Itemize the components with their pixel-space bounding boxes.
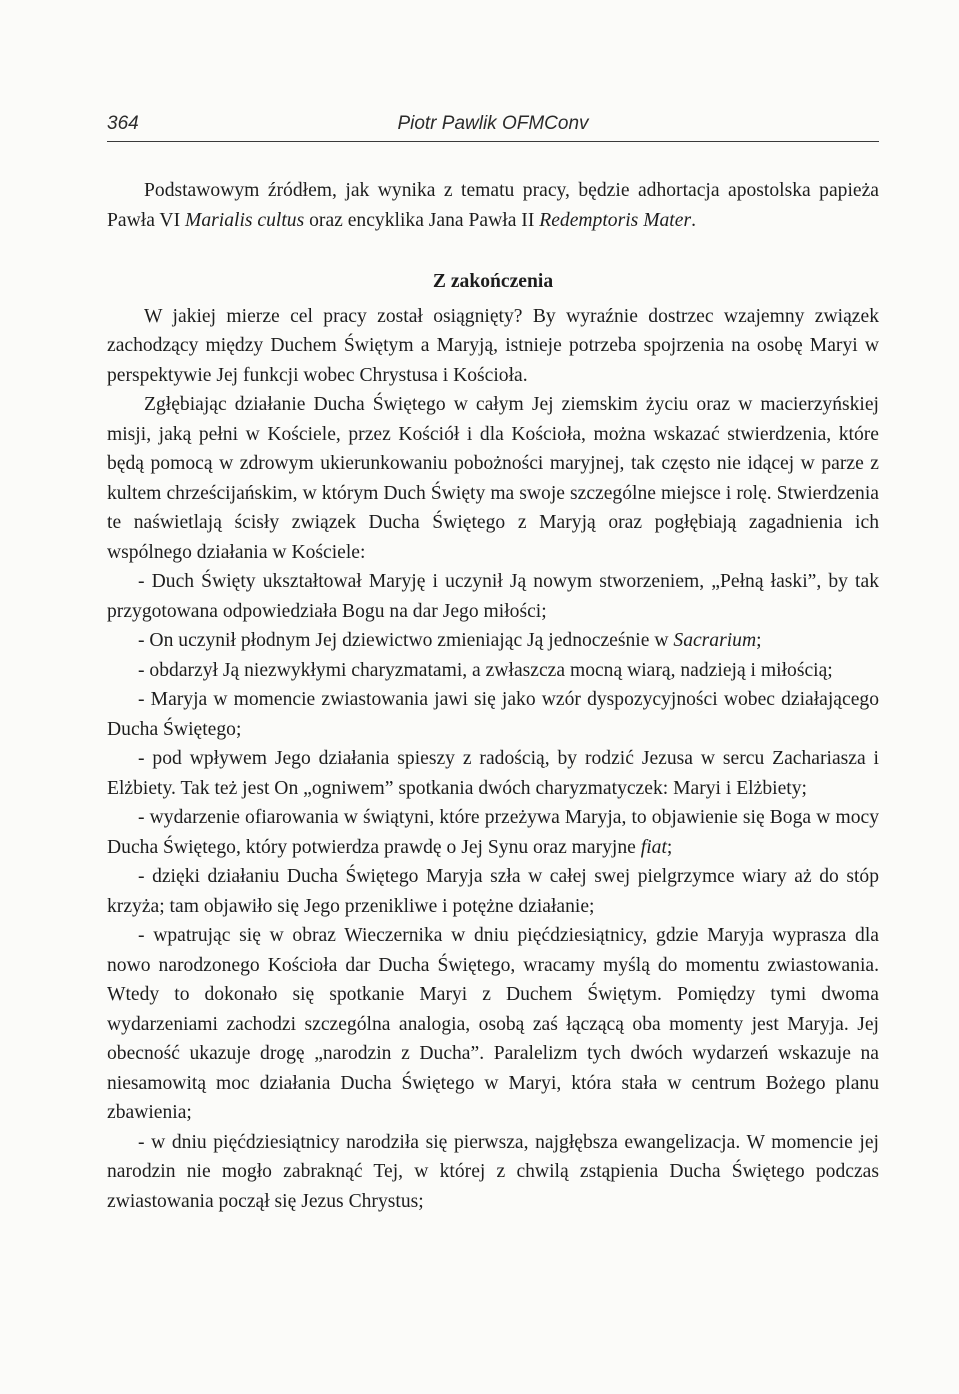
intro-text-2: oraz encyklika Jana Pawła II (304, 209, 540, 231)
body-text (107, 176, 879, 1216)
list-item-2-text: - On uczynił płodnym Jej dziewictwo zmieniając Ją jednocześnie w (138, 630, 674, 651)
intro-italic-2: Redemptoris Mater (539, 209, 692, 231)
list-item-2-italic: Sacrarium (673, 630, 757, 651)
list-item: - dzięki działaniu Ducha Świętego Maryja szła w całej swej pielgrzymce wiary aż do stóp krzyża; tam objawiło się Jego przenikliwe i potężne działanie; (107, 866, 879, 917)
intro-paragraph (107, 176, 879, 235)
list-item-6-end: ; (666, 836, 673, 858)
intro-text-3: . (691, 209, 696, 231)
list-item-6-italic: fiat (640, 836, 667, 858)
list-item (107, 626, 879, 656)
paragraph-2: Zgłębiając działanie Ducha Świętego w całym Jej ziemskim życiu oraz w macierzyńskiej misji, jaką pełni w Kościele, przez Kościół i dla Kościoła, można wskazać stwierdzenia, które będą pomocą w zdrowym ukierunkowaniu pobożności maryjnej, tak często nie idącej w parze z kultem chrześcijańskim, w którym Duch Święty ma swoje szczególne miejsce i rolę. Stwierdzenia te naświetlają ścisły związek Ducha Świętego z Maryją oraz pogłębiają zagadnienia ich wspólnego działania w Kościele: (107, 394, 879, 563)
list-item: - Duch Święty ukształtował Maryję i uczynił Ją nowym stworzeniem, „Pełną łaski”, by tak przygotowana odpowiedziała Bogu na dar Jego miłości; (107, 571, 879, 622)
list-item: - obdarzył Ją niezwykłymi charyzmatami, a zwłaszcza mocną wiarą, nadzieją i miłością; (138, 659, 833, 681)
list-item: - wpatrując się w obraz Wieczernika w dniu pięćdziesiątnicy, gdzie Maryja wyprasza dla nowo narodzonego Kościoła dar Ducha Świętego, wracamy myślą do momentu zwiastowania. Wtedy to dokonało się spotkanie Maryi z Duchem Świętym. Pomiędzy tymi dwoma wydarzeniami zachodzi szczególna analogia, osobą zaś łączącą oba momenty jest Maryja. Jej obecność ukazuje drogę „narodzin z Ducha”. Paralelizm tych dwóch wydarzeń wskazuje na niesamowitą moc działania Ducha Świętego w Maryi, która stała w centrum Bożego planu zbawienia; (107, 925, 879, 1123)
list-item: - pod wpływem Jego działania spieszy z radością, by rodzić Jezusa w sercu Zachariasza i Elżbiety. Tak też jest On „ogniwem” spotkania dwóch charyzmatyczek: Maryi i Elżbiety; (107, 748, 879, 799)
list-item (107, 803, 879, 862)
list-item: - Maryja w momencie zwiastowania jawi się jako wzór dyspozycyjności wobec działającego Ducha Świętego; (107, 689, 879, 740)
section-title: Z zakończenia (432, 271, 554, 292)
intro-italic-1: Marialis cultus (185, 209, 305, 231)
list-item-2-end: ; (756, 630, 762, 651)
paragraph-1: W jakiej mierze cel pracy został osiągnięty? By wyraźnie dostrzec wzajemny związek zachodzący między Duchem Świętym a Maryją, istnieje potrzeba spojrzenia na osobę Maryi w perspektywie Jej funkcji wobec Chrystusa i Kościoła. (107, 305, 879, 386)
page-number: 364 (107, 113, 139, 134)
page-header (107, 111, 879, 142)
intro-text-1: Podstawowym źródłem, jak wynika z tematu pracy, będzie adhortacja apostolska papieża Pawła VI (107, 180, 879, 231)
running-head: Piotr Pawlik OFMConv (397, 113, 589, 134)
list-item-6-text: - wydarzenie ofiarowania w świątyni, które przeżywa Maryja, to objawienie się Boga w mocy Ducha Świętego, który potwierdza prawdę o Jej Synu oraz maryjne (107, 807, 879, 858)
list-item: - w dniu pięćdziesiątnicy narodziła się pierwsza, najgłębsza ewangelizacja. W momencie jej narodzin nie mogło zabraknąć Tej, w której z chwilą zstąpienia Ducha Świętego podczas zwiastowania począł się Jezus Chrystus; (107, 1131, 879, 1212)
